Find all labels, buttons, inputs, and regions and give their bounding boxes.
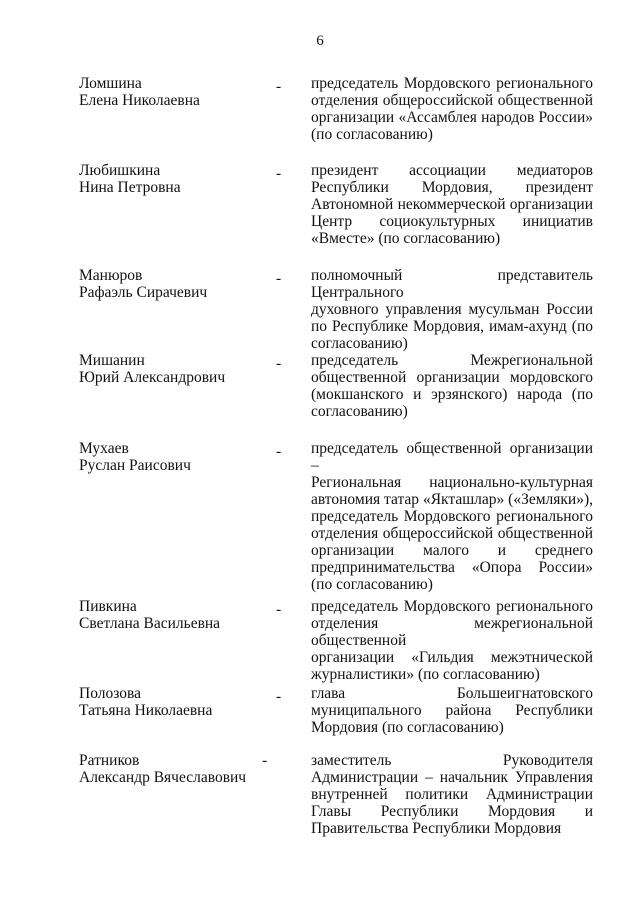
member-name: [79, 75, 269, 109]
position-line: согласованию): [311, 335, 408, 352]
position-line: глава Большеигнатовского: [311, 685, 593, 702]
member-name: [79, 440, 269, 474]
position-line: «Вместе» (по согласованию): [311, 230, 501, 247]
page-number: 6: [316, 33, 324, 49]
position-line: Центр социокультурных инициатив: [311, 213, 593, 230]
position-line: Мордовия (по согласованию): [311, 719, 504, 736]
position-line: Правительства Республики Мордовия: [311, 820, 562, 837]
member-name: [79, 162, 269, 196]
separator-dash: -: [276, 601, 282, 618]
member-surname: Полозова: [79, 685, 141, 702]
position-line: заместитель Руководителя: [311, 752, 593, 769]
position-line: организации «Гильдия межэтнической: [311, 649, 593, 666]
member-given-names: Руслан Раисович: [79, 457, 191, 474]
position-line: по Республике Мордовия, имам-ахунд (по: [311, 318, 593, 335]
member-surname: Манюров: [79, 267, 143, 284]
member-position: [311, 352, 593, 420]
member-given-names: Юрий Александрович: [79, 369, 226, 386]
position-line: (по согласованию): [311, 126, 433, 143]
position-line: муниципального района Республики: [311, 702, 593, 719]
position-line: Республики Мордовия, президент: [311, 179, 593, 196]
position-line: (по согласованию): [311, 576, 433, 593]
member-given-names: Светлана Васильевна: [79, 615, 221, 632]
member-surname: Мишанин: [79, 352, 145, 369]
separator-dash: -: [276, 688, 282, 705]
separator-dash: -: [276, 355, 282, 372]
separator-dash: -: [262, 752, 268, 769]
position-line: организации малого и среднего: [311, 542, 593, 559]
member-position: [311, 598, 593, 683]
position-line: организации «Ассамблея народов России»: [311, 109, 593, 126]
position-line: председатель Межрегиональной: [311, 352, 593, 369]
member-position: [311, 75, 593, 143]
position-line: автономия татар «Якташлар» («Земляки»),: [311, 491, 593, 508]
position-line: отделения общероссийской общественной: [311, 525, 593, 542]
member-given-names: Елена Николаевна: [79, 92, 200, 109]
member-position: [311, 267, 593, 352]
separator-dash: -: [276, 443, 282, 460]
separator-dash: -: [276, 78, 282, 95]
member-surname: Любишкина: [79, 162, 161, 179]
position-line: председатель Мордовского регионального: [311, 598, 593, 615]
position-line: журналистики» (по согласованию): [311, 666, 540, 683]
member-position: [311, 440, 593, 593]
member-surname: Мухаев: [79, 440, 129, 457]
position-line: председатель Мордовского регионального: [311, 508, 593, 525]
member-given-names: Нина Петровна: [79, 179, 181, 196]
separator-dash: -: [276, 165, 282, 182]
position-line: (мокшанского и эрзянского) народа (по: [311, 386, 593, 403]
position-line: председатель Мордовского регионального: [311, 75, 593, 92]
member-name: [79, 685, 269, 719]
position-line: духовного управления мусульман России: [311, 301, 593, 318]
position-line: Автономной некоммерческой организации: [311, 196, 593, 213]
member-position: [311, 162, 593, 247]
member-given-names: Александр Вячеславович: [79, 769, 247, 786]
member-name: [79, 598, 269, 632]
member-name: [79, 752, 269, 786]
member-position: [311, 752, 593, 837]
position-line: президент ассоциации медиаторов: [311, 162, 593, 179]
position-line: Главы Республики Мордовия и: [311, 803, 593, 820]
member-surname: Пивкина: [79, 598, 137, 615]
member-surname: Ратников: [79, 752, 140, 769]
position-line: полномочный представитель Центрального: [311, 267, 593, 301]
position-line: предпринимательства «Опора России»: [311, 559, 593, 576]
position-line: Администрации – начальник Управления: [311, 769, 593, 786]
member-name: [79, 267, 269, 301]
position-line: отделения общероссийской общественной: [311, 92, 593, 109]
position-line: внутренней политики Администрации: [311, 786, 593, 803]
separator-dash: -: [276, 270, 282, 287]
member-position: [311, 685, 593, 736]
position-line: общественной организации мордовского: [311, 369, 593, 386]
member-given-names: Татьяна Николаевна: [79, 702, 213, 719]
position-line: согласованию): [311, 403, 408, 420]
position-line: Региональная национально-культурная: [311, 474, 593, 491]
position-line: председатель общественной организации –: [311, 440, 593, 474]
member-name: [79, 352, 269, 386]
position-line: отделения межрегиональной общественной: [311, 615, 593, 649]
member-surname: Ломшина: [79, 75, 142, 92]
member-given-names: Рафаэль Сирачевич: [79, 284, 208, 301]
